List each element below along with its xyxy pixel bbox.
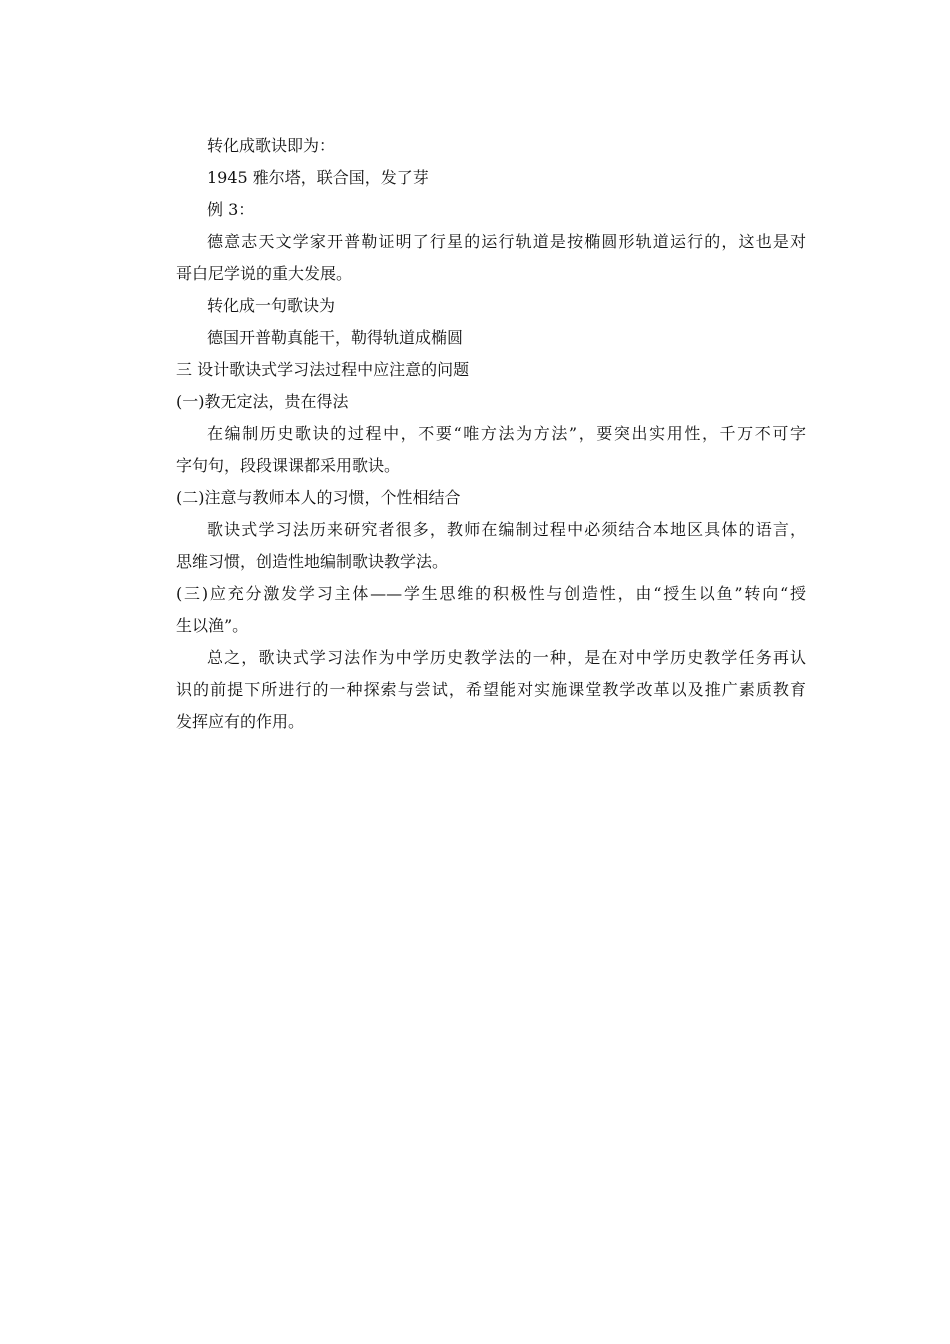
paragraph-line: 在编制历史歌诀的过程中，不要“唯方法为方法”，要突出实用性，千万不可字 [207, 424, 806, 443]
paragraph-line: 哥白尼学说的重大发展。 [176, 264, 353, 283]
paragraph-line: 歌诀式学习法历来研究者很多，教师在编制过程中必须结合本地区具体的语言， [207, 520, 806, 539]
paragraph-line: 德意志天文学家开普勒证明了行星的运行轨道是按椭圆形轨道运行的，这也是对 [207, 232, 806, 251]
paragraph-line: 识的前提下所进行的一种探索与尝试，希望能对实施课堂教学改革以及推广素质教育 [176, 680, 806, 699]
subsection-heading: (二)注意与教师本人的习惯，个性相结合 [176, 488, 461, 507]
paragraph-line: 总之，歌诀式学习法作为中学历史教学法的一种，是在对中学历史教学任务再认 [207, 648, 806, 667]
paragraph-line: 1945 雅尔塔，联合国，发了芽 [207, 168, 429, 187]
paragraph-line: 思维习惯，创造性地编制歌诀教学法。 [176, 552, 449, 571]
paragraph-line: 字句句，段段课课都采用歌诀。 [176, 456, 401, 475]
section-heading: 三 设计歌诀式学习法过程中应注意的问题 [176, 360, 470, 379]
subsection-heading: (三)应充分激发学习主体——学生思维的积极性与创造性，由“授生以鱼”转向“授 [176, 584, 806, 603]
document-body [176, 130, 806, 738]
example-label: 例 3： [207, 200, 255, 219]
paragraph-line: 发挥应有的作用。 [176, 712, 305, 731]
subsection-heading: (一)教无定法，贵在得法 [176, 392, 349, 411]
subsection-heading: 生以渔”。 [176, 616, 249, 635]
paragraph-line: 转化成歌诀即为： [207, 136, 336, 155]
paragraph-line: 德国开普勒真能干，勒得轨道成椭圆 [207, 328, 464, 347]
paragraph-line: 转化成一句歌诀为 [207, 296, 336, 315]
